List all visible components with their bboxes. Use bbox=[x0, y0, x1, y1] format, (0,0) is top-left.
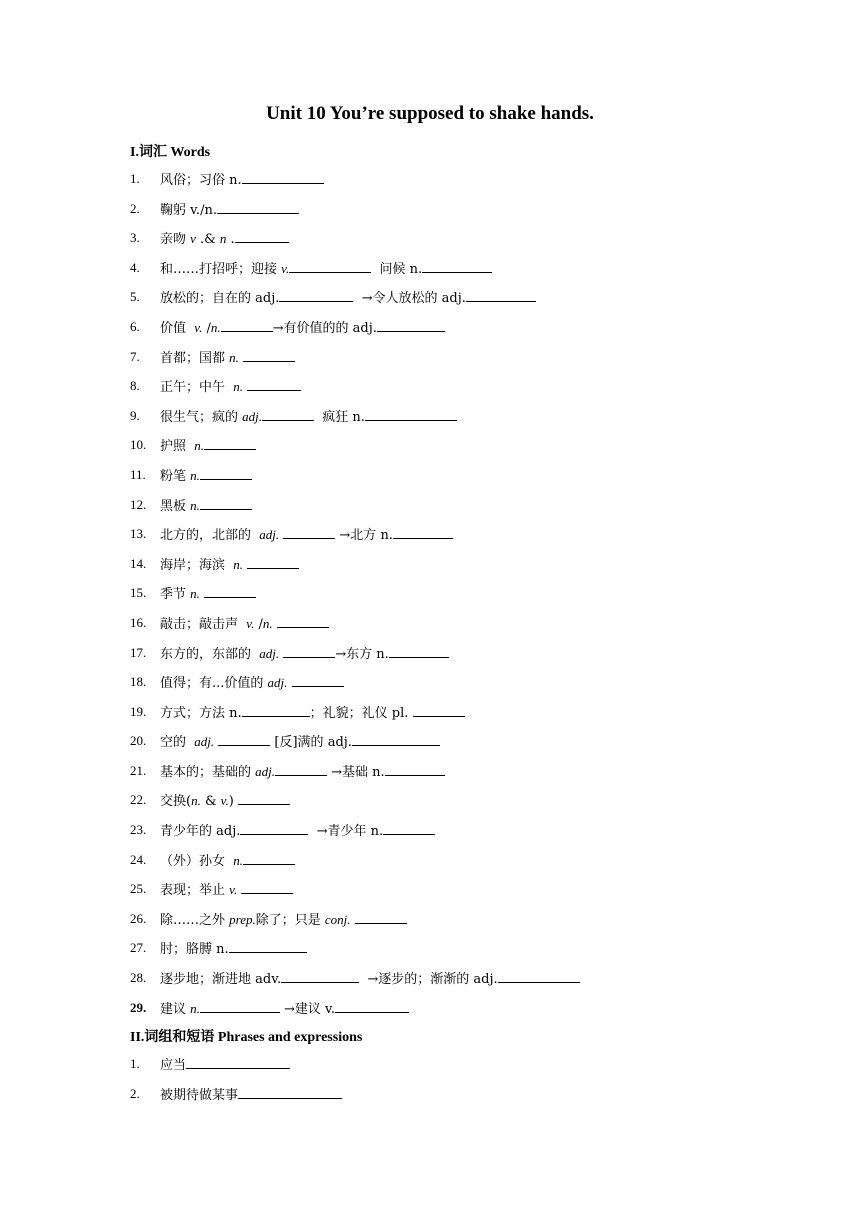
answer-blank[interactable] bbox=[235, 228, 289, 243]
text-fragment: 除……之外 bbox=[160, 912, 230, 928]
text-fragment: 建议 bbox=[160, 1001, 191, 1017]
text-fragment: 放松的；自在的 adj. bbox=[160, 291, 280, 307]
answer-blank[interactable] bbox=[247, 554, 299, 569]
text-fragment: n. bbox=[233, 852, 244, 868]
item-number: 8. bbox=[130, 378, 140, 394]
text-fragment: / bbox=[202, 320, 211, 336]
answer-blank[interactable] bbox=[498, 968, 580, 983]
answer-blank[interactable] bbox=[238, 790, 290, 805]
answer-blank[interactable] bbox=[186, 1054, 290, 1069]
text-fragment: 被期待做某事 bbox=[160, 1087, 239, 1103]
text-fragment: v. bbox=[194, 319, 203, 335]
item-number: 18. bbox=[130, 674, 147, 690]
answer-blank[interactable] bbox=[200, 495, 252, 510]
answer-blank[interactable] bbox=[262, 406, 314, 421]
text-fragment: v. bbox=[281, 260, 290, 276]
text-fragment: 很生气；疯的 bbox=[160, 409, 243, 425]
text-fragment: 海岸；海滨 bbox=[160, 557, 234, 573]
answer-blank[interactable] bbox=[393, 524, 453, 539]
item-text bbox=[160, 228, 289, 250]
phrase-item bbox=[130, 1054, 342, 1084]
item-text bbox=[160, 702, 465, 724]
text-fragment: 价值 bbox=[160, 320, 195, 336]
text-fragment: prep. bbox=[229, 911, 256, 927]
answer-blank[interactable] bbox=[247, 376, 301, 391]
item-number: 17. bbox=[130, 644, 147, 660]
text-fragment: v bbox=[190, 231, 196, 247]
item-number: 28. bbox=[130, 970, 147, 986]
text-fragment: / bbox=[254, 616, 263, 632]
item-number: 4. bbox=[130, 259, 140, 275]
text-fragment: v. bbox=[246, 615, 255, 631]
item-number: 9. bbox=[130, 407, 140, 423]
answer-blank[interactable] bbox=[229, 938, 307, 953]
item-number: 20. bbox=[130, 733, 147, 749]
text-fragment: n. bbox=[262, 615, 273, 631]
text-fragment: 风俗；习俗 n. bbox=[160, 173, 242, 188]
item-text bbox=[160, 790, 290, 812]
item-number: 1. bbox=[130, 1056, 140, 1071]
text-fragment: →基础 n. bbox=[327, 764, 385, 780]
answer-blank[interactable] bbox=[383, 820, 435, 835]
item-text bbox=[160, 820, 435, 842]
text-fragment: 逐步地；渐进地 adv. bbox=[160, 972, 282, 988]
answer-blank[interactable] bbox=[238, 1084, 342, 1099]
item-text bbox=[160, 465, 252, 487]
item-number: 5. bbox=[130, 289, 140, 305]
text-fragment: 青少年的 adj. bbox=[160, 824, 241, 840]
text-fragment: 粉笔 bbox=[160, 468, 191, 484]
item-number: 7. bbox=[130, 348, 140, 364]
answer-blank[interactable] bbox=[365, 406, 457, 421]
vocabulary-item bbox=[130, 228, 580, 258]
answer-blank[interactable] bbox=[277, 613, 329, 628]
item-number: 29. bbox=[130, 999, 147, 1015]
text-fragment: 东方的，东部的 bbox=[160, 646, 260, 662]
text-fragment: →北方 n. bbox=[335, 528, 393, 544]
text-fragment: n. bbox=[190, 586, 200, 602]
item-text bbox=[160, 435, 256, 457]
vocabulary-item bbox=[130, 909, 580, 939]
text-fragment: conj. bbox=[324, 911, 351, 927]
item-text bbox=[160, 169, 324, 191]
section-heading-phrases: II.词组和短语 Phrases and expressions bbox=[130, 1030, 363, 1045]
phrase-item bbox=[130, 1084, 342, 1114]
answer-blank[interactable] bbox=[200, 465, 252, 480]
answer-blank[interactable] bbox=[242, 702, 310, 717]
vocabulary-item bbox=[130, 465, 580, 495]
answer-blank[interactable] bbox=[466, 287, 536, 302]
answer-blank[interactable] bbox=[218, 731, 270, 746]
vocabulary-item bbox=[130, 643, 580, 673]
text-fragment: 鞠躬 v./n. bbox=[160, 202, 217, 218]
text-fragment: . bbox=[226, 232, 235, 248]
item-text bbox=[160, 1054, 290, 1076]
text-fragment: v. bbox=[220, 793, 229, 809]
item-text bbox=[160, 317, 445, 339]
item-number: 16. bbox=[130, 614, 147, 630]
item-number: 13. bbox=[130, 526, 147, 542]
text-fragment: 方式；方法 n. bbox=[160, 705, 242, 721]
item-number: 22. bbox=[130, 792, 147, 808]
text-fragment: n. bbox=[190, 467, 200, 483]
vocabulary-item bbox=[130, 790, 580, 820]
answer-blank[interactable] bbox=[355, 909, 407, 924]
item-number: 24. bbox=[130, 851, 147, 867]
answer-blank[interactable] bbox=[200, 998, 280, 1013]
text-fragment: n. bbox=[191, 793, 201, 809]
text-fragment: 敲击；敲击声 bbox=[160, 616, 247, 632]
answer-blank[interactable] bbox=[243, 850, 295, 865]
text-fragment: adj. bbox=[267, 675, 288, 691]
answer-blank[interactable] bbox=[217, 199, 299, 214]
text-fragment: 北方的，北部的 bbox=[160, 528, 260, 544]
item-text bbox=[160, 258, 492, 280]
item-text bbox=[160, 554, 299, 576]
vocabulary-item bbox=[130, 406, 580, 436]
item-number: 10. bbox=[130, 437, 147, 453]
vocabulary-item bbox=[130, 761, 580, 791]
answer-blank[interactable] bbox=[289, 258, 371, 273]
text-fragment: 基本的；基础的 bbox=[160, 764, 256, 780]
answer-blank[interactable] bbox=[243, 347, 295, 362]
vocabulary-item bbox=[130, 317, 580, 347]
text-fragment: & bbox=[200, 794, 221, 810]
vocabulary-item bbox=[130, 613, 580, 643]
answer-blank[interactable] bbox=[413, 702, 465, 717]
item-number: 1. bbox=[130, 171, 140, 186]
text-fragment: 肘；胳膊 n. bbox=[160, 942, 229, 958]
item-text bbox=[160, 199, 299, 221]
text-fragment: 季节 bbox=[160, 587, 191, 603]
answer-blank[interactable] bbox=[283, 643, 335, 658]
text-fragment: n. bbox=[229, 349, 239, 365]
item-text bbox=[160, 968, 580, 990]
text-fragment: n. bbox=[194, 438, 205, 454]
text-fragment: adj. bbox=[259, 645, 280, 661]
vocabulary-item bbox=[130, 850, 580, 880]
answer-blank[interactable] bbox=[221, 317, 273, 332]
answer-blank[interactable] bbox=[241, 879, 293, 894]
item-number: 2. bbox=[130, 200, 140, 216]
item-text bbox=[160, 495, 252, 517]
item-number: 27. bbox=[130, 940, 147, 956]
vocabulary-list bbox=[130, 169, 580, 1027]
answer-blank[interactable] bbox=[275, 761, 327, 776]
item-text bbox=[160, 761, 445, 783]
item-text bbox=[160, 583, 256, 605]
item-number: 6. bbox=[130, 318, 140, 334]
item-text bbox=[160, 879, 293, 901]
vocabulary-item bbox=[130, 347, 580, 377]
item-text bbox=[160, 938, 307, 960]
text-fragment: adj. bbox=[255, 763, 276, 779]
text-fragment: 亲吻 bbox=[160, 232, 191, 248]
item-number: 15. bbox=[130, 585, 147, 601]
item-text bbox=[160, 287, 536, 309]
text-fragment: [反]满的 adj. bbox=[270, 735, 352, 751]
answer-blank[interactable] bbox=[204, 583, 256, 598]
page-title: Unit 10 You’re supposed to shake hands. bbox=[266, 103, 594, 124]
item-text bbox=[160, 672, 344, 694]
item-text bbox=[160, 731, 440, 753]
vocabulary-item bbox=[130, 820, 580, 850]
text-fragment: 疯狂 n. bbox=[314, 409, 365, 425]
text-fragment: 问候 n. bbox=[371, 261, 423, 277]
item-number: 12. bbox=[130, 496, 147, 512]
text-fragment: →逐步的；渐渐的 adj. bbox=[359, 972, 498, 988]
vocabulary-item bbox=[130, 169, 580, 199]
item-number: 3. bbox=[130, 230, 140, 246]
vocabulary-item bbox=[130, 879, 580, 909]
text-fragment: adj. bbox=[259, 527, 280, 543]
answer-blank[interactable] bbox=[240, 820, 308, 835]
text-fragment: →令人放松的 adj. bbox=[353, 291, 466, 307]
text-fragment: ；礼貌；礼仪 pl. bbox=[309, 705, 413, 721]
vocabulary-item bbox=[130, 968, 580, 998]
vocabulary-item bbox=[130, 702, 580, 732]
item-number: 19. bbox=[130, 703, 147, 719]
vocabulary-item bbox=[130, 554, 580, 584]
vocabulary-item bbox=[130, 731, 580, 761]
item-text bbox=[160, 1084, 342, 1106]
item-number: 21. bbox=[130, 762, 147, 778]
text-fragment: 应当 bbox=[160, 1058, 187, 1073]
vocabulary-item bbox=[130, 376, 580, 406]
text-fragment: n bbox=[219, 231, 227, 247]
vocabulary-item bbox=[130, 938, 580, 968]
text-fragment: adj. bbox=[194, 734, 215, 750]
answer-blank[interactable] bbox=[281, 968, 359, 983]
text-fragment: .& bbox=[195, 232, 220, 248]
text-fragment: n. bbox=[190, 1000, 200, 1016]
item-number: 26. bbox=[130, 910, 147, 926]
section-heading-words: I.词汇 Words bbox=[130, 145, 211, 160]
text-fragment: 交换( bbox=[160, 794, 192, 810]
text-fragment: →建议 v. bbox=[279, 1001, 335, 1017]
answer-blank[interactable] bbox=[335, 998, 409, 1013]
text-fragment: n. bbox=[210, 319, 221, 335]
answer-blank[interactable] bbox=[204, 435, 256, 450]
item-text bbox=[160, 376, 301, 398]
text-fragment: 黑板 bbox=[160, 498, 191, 514]
vocabulary-item bbox=[130, 287, 580, 317]
text-fragment: n. bbox=[233, 379, 244, 395]
text-fragment: 正午；中午 bbox=[160, 380, 234, 396]
vocabulary-item bbox=[130, 524, 580, 554]
answer-blank[interactable] bbox=[352, 731, 440, 746]
item-text bbox=[160, 643, 449, 665]
item-number: 14. bbox=[130, 555, 147, 571]
item-text bbox=[160, 850, 295, 872]
vocabulary-item bbox=[130, 583, 580, 613]
item-text bbox=[160, 998, 409, 1020]
answer-blank[interactable] bbox=[422, 258, 492, 273]
text-fragment: n. bbox=[190, 497, 200, 513]
text-fragment: →东方 n. bbox=[335, 646, 389, 662]
item-number: 2. bbox=[130, 1085, 140, 1101]
vocabulary-item bbox=[130, 998, 580, 1028]
text-fragment: 空的 bbox=[160, 735, 195, 751]
item-text bbox=[160, 347, 295, 369]
text-fragment: n. bbox=[233, 556, 244, 572]
item-text bbox=[160, 613, 329, 635]
vocabulary-item bbox=[130, 672, 580, 702]
vocabulary-item bbox=[130, 199, 580, 229]
item-number: 25. bbox=[130, 881, 147, 897]
item-number: 11. bbox=[130, 466, 146, 482]
text-fragment: 和……打招呼；迎接 bbox=[160, 261, 282, 277]
text-fragment: 值得；有...价值的 bbox=[160, 676, 268, 692]
text-fragment: 首都；国都 bbox=[160, 350, 230, 366]
answer-blank[interactable] bbox=[283, 524, 335, 539]
text-fragment: ) bbox=[228, 794, 238, 810]
text-fragment: →青少年 n. bbox=[308, 824, 384, 840]
answer-blank[interactable] bbox=[385, 761, 445, 776]
text-fragment: 护照 bbox=[160, 439, 195, 455]
item-text bbox=[160, 524, 453, 546]
text-fragment: 除了；只是 bbox=[255, 912, 325, 928]
vocabulary-item bbox=[130, 435, 580, 465]
vocabulary-item bbox=[130, 495, 580, 525]
phrases-list bbox=[130, 1054, 342, 1113]
answer-blank[interactable] bbox=[279, 287, 353, 302]
text-fragment: →有价值的的 adj. bbox=[272, 320, 377, 336]
text-fragment: 表现；举止 bbox=[160, 883, 230, 899]
item-text bbox=[160, 406, 457, 428]
text-fragment: adj. bbox=[242, 408, 263, 424]
item-number: 23. bbox=[130, 822, 147, 838]
answer-blank[interactable] bbox=[292, 672, 344, 687]
answer-blank[interactable] bbox=[377, 317, 445, 332]
answer-blank[interactable] bbox=[242, 169, 324, 184]
item-text bbox=[160, 909, 407, 931]
answer-blank[interactable] bbox=[389, 643, 449, 658]
text-fragment: （外）孙女 bbox=[160, 853, 234, 869]
text-fragment: v. bbox=[229, 882, 238, 898]
vocabulary-item bbox=[130, 258, 580, 288]
